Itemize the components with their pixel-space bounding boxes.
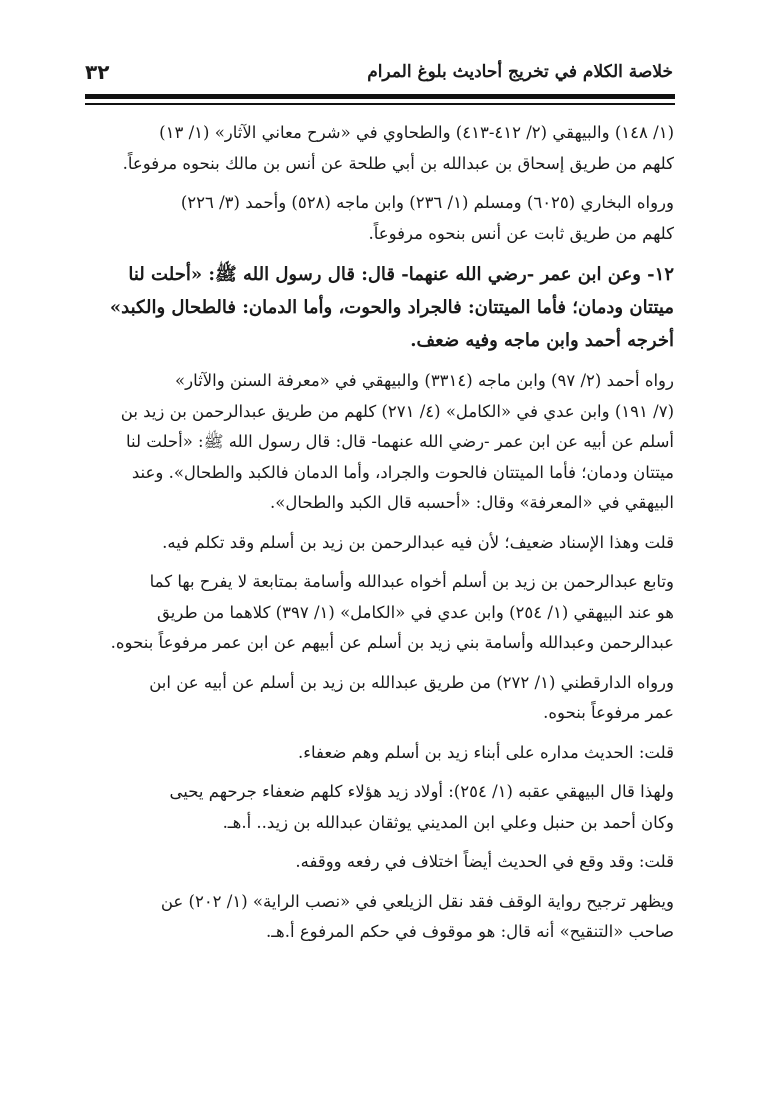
text-line: صاحب «التنقيح» أنه قال: هو موقوف في حكم المرفوع أ.هـ. [265,922,674,941]
commentary-paragraph [62,567,674,659]
commentary-paragraph [62,366,674,519]
text-line: ميتتان ودمان؛ فأما الميتتان فالحوت والجراد، وأما الدمان فالكبد والطحال». وعند [131,462,674,482]
running-title: خلاصة الكلام في تخريج أحاديث بلوغ المرام [367,62,673,82]
hadith-paragraph [62,258,674,357]
body-text [62,118,674,957]
text-line: (٧/ ١٩١) وابن عدي في «الكامل» (٤/ ٢٧١) كلهم من طريق عبدالرحمن بن زيد بن [120,401,674,421]
text-line: كلهم من طريق ثابت عن أنس بنحوه مرفوعاً. [368,223,674,243]
commentary-paragraph [62,777,674,838]
text-line: وكان أحمد بن حنبل وعلي ابن المديني يوثقان عبدالله بن زيد.. أ.هـ. [222,812,674,832]
text-line: عبدالرحمن وعبدالله وأسامة بني زيد بن أسلم عن أبيهم عن ابن عمر مرفوعاً بنحوه. [110,633,674,652]
text-line: كلهم من طريق إسحاق بن عبدالله بن أبي طلحة عن أنس بن مالك بنحوه مرفوعاً. [122,153,674,173]
text-line: قلت وهذا الإسناد ضعيف؛ لأن فيه عبدالرحمن بن زيد بن أسلم وقد تكلم فيه. [162,532,674,552]
commentary-paragraph [62,188,674,249]
commentary-paragraph [62,847,674,878]
page-header [85,60,673,90]
text-line: ورواه الدارقطني (١/ ٢٧٢) من طريق عبدالله بن زيد بن أسلم عن أبيه عن ابن [149,672,674,692]
text-line: أخرجه أحمد وابن ماجه وفيه ضعف. [410,330,674,351]
text-line: قلت: وقد وقع في الحديث أيضاً اختلاف في رفعه ووقفه. [295,852,674,871]
text-line: ميتتان ودمان؛ فأما الميتتان: فالجراد والحوت، وأما الدمان: فالطحال والكبد» [109,297,674,318]
text-line: ورواه البخاري (٦٠٢٥) ومسلم (١/ ٢٣٦) وابن ماجه (٥٢٨) وأحمد (٣/ ٢٢٦) [180,193,674,212]
commentary-paragraph [62,738,674,769]
text-line: وتابع عبدالرحمن بن زيد بن أسلم أخواه عبدالله وأسامة بمتابعة لا يفرح بها كما [149,572,674,591]
commentary-paragraph [62,887,674,948]
text-line: (١/ ١٤٨) والبيهقي (٢/ ٤١٢-٤١٣) والطحاوي في «شرح معاني الآثار» (١/ ١٣) [159,123,674,142]
text-line: ١٢- وعن ابن عمر -رضي الله عنهما- قال: قال رسول الله ﷺ: «أحلت لنا [128,264,674,285]
text-line: ويظهر ترجيح رواية الوقف فقد نقل الزيلعي في «نصب الراية» (١/ ٢٠٢) عن [160,891,674,911]
text-line: أسلم عن أبيه عن ابن عمر -رضي الله عنهما- قال: قال رسول الله ﷺ: «أحلت لنا [125,432,674,451]
commentary-paragraph [62,668,674,729]
text-line: البيهقي في «المعرفة» وقال: «أحسبه قال الكبد والطحال». [269,493,674,512]
commentary-paragraph [62,528,674,559]
text-line: قلت: الحديث مداره على أبناء زيد بن أسلم وهم ضعفاء. [298,742,674,762]
text-line: رواه أحمد (٢/ ٩٧) وابن ماجه (٣٣١٤) والبيهقي في «معرفة السنن والآثار» [175,371,674,390]
page-number: ٣٢ [85,60,110,84]
text-line: هو عند البيهقي (١/ ٢٥٤) وابن عدي في «الكامل» (١/ ٣٩٧) كلاهما من طريق [156,602,674,622]
text-line: عمر مرفوعاً بنحوه. [543,703,674,722]
commentary-paragraph [62,118,674,179]
header-rule-thick [85,94,675,99]
header-rule-thin [85,103,675,105]
text-line: ولهذا قال البيهقي عقبه (١/ ٢٥٤): أولاد زيد هؤلاء كلهم ضعفاء جرحهم يحيى [169,782,674,801]
